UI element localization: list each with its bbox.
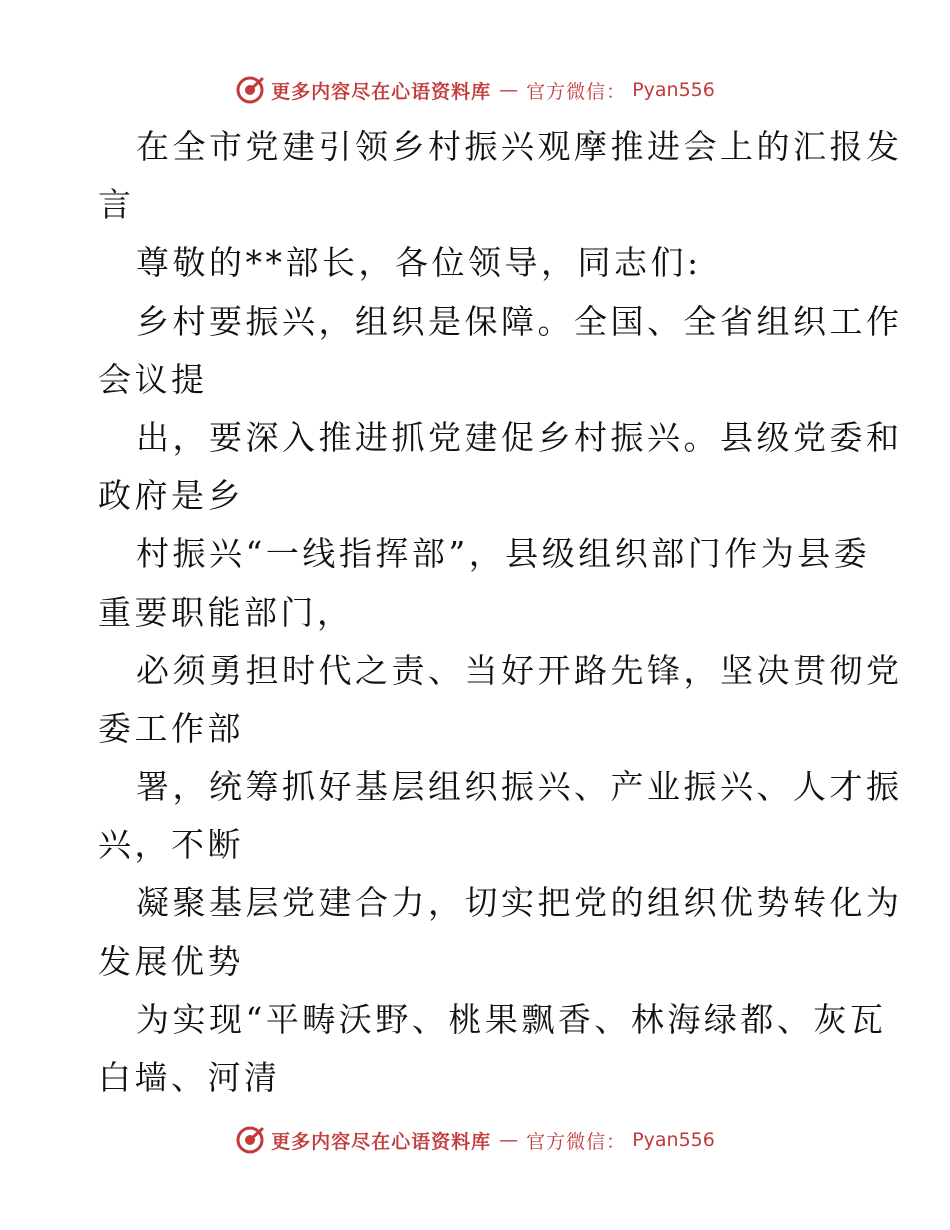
banner-wechat-id: Pyan556 bbox=[632, 1129, 715, 1151]
title-line-1: 在全市党建引领乡村振兴观摩推进会上的汇报发 bbox=[136, 127, 903, 166]
body-line: 必须勇担时代之责、当好开路先锋，坚决贯彻党 bbox=[136, 650, 903, 690]
banner-wechat-label: 官方微信： bbox=[526, 1130, 627, 1153]
banner-separator: — bbox=[499, 79, 519, 101]
body-line: 为实现“平畴沃野、桃果飘香、林海绿都、灰瓦 bbox=[136, 999, 887, 1039]
body-line: 村振兴“一线指挥部”，县级组织部门作为县委 bbox=[136, 534, 871, 574]
body-line: 凝聚基层党建合力，切实把党的组织优势转化为 bbox=[136, 883, 903, 923]
header-banner bbox=[0, 70, 950, 110]
body-line: 兴，不断 bbox=[98, 825, 244, 865]
body-line: 白墙、河清 bbox=[98, 1058, 281, 1097]
body-line: 乡村要振兴，组织是保障。全国、全省组织工作 bbox=[136, 301, 903, 341]
body-line: 会议提 bbox=[98, 359, 208, 399]
banner-wechat-label: 官方微信： bbox=[526, 80, 627, 103]
body-line: 委工作部 bbox=[98, 708, 244, 748]
footer-banner bbox=[0, 1120, 950, 1160]
brand-logo-icon bbox=[235, 1125, 265, 1155]
title-line-2: 言 bbox=[98, 185, 135, 225]
body-line: 重要职能部门， bbox=[98, 592, 354, 632]
body-line: 发展优势 bbox=[98, 941, 244, 981]
body-line: 政府是乡 bbox=[98, 476, 244, 516]
salutation-line: 尊敬的**部长，各位领导，同志们: bbox=[136, 243, 702, 283]
brand-logo-icon bbox=[235, 75, 265, 105]
body-line: 署，统筹抓好基层组织振兴、产业振兴、人才振 bbox=[136, 767, 903, 807]
banner-site-text: 更多内容尽在心语资料库 bbox=[271, 1130, 492, 1153]
banner-wechat-id: Pyan556 bbox=[632, 79, 715, 101]
banner-site-text: 更多内容尽在心语资料库 bbox=[271, 80, 492, 103]
body-line: 出，要深入推进抓党建促乡村振兴。县级党委和 bbox=[136, 417, 903, 457]
banner-separator: — bbox=[499, 1129, 519, 1151]
document-body bbox=[98, 118, 903, 1107]
